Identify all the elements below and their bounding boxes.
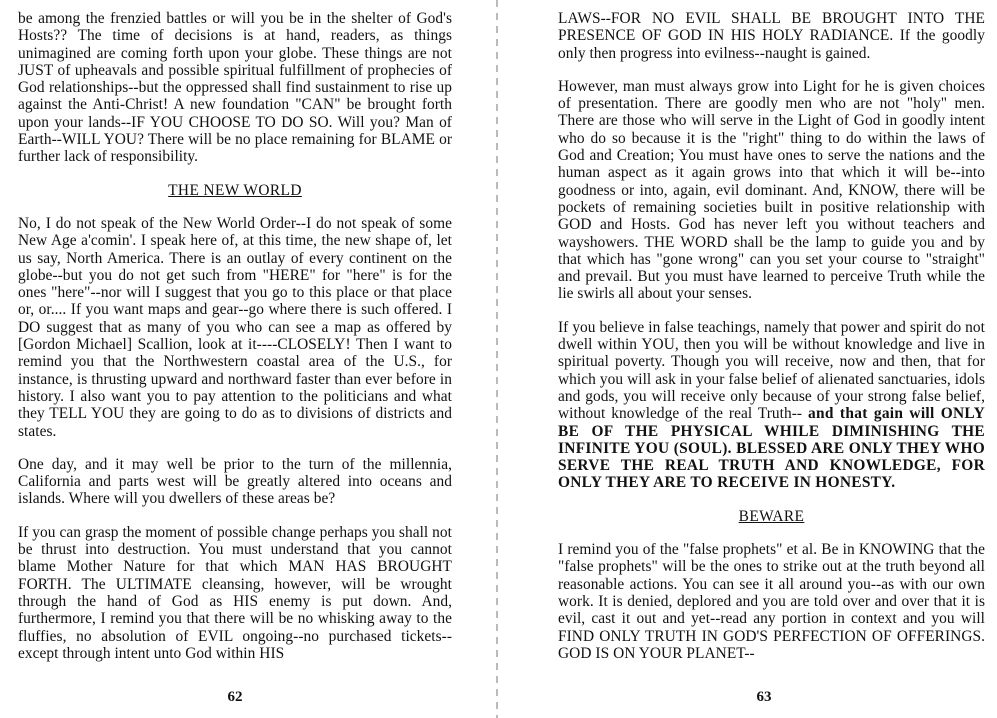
paragraph-gap <box>18 508 452 524</box>
paragraph-gap <box>18 199 452 215</box>
page-number: 63 <box>756 689 772 705</box>
right-paragraph-2: However, man must always grow into Light for he is given choices of presentation. There are goodly men who are not "holy" men. There are those who will serve in the Light of God in goodly intent who do so because it is the "right" thing to do within the laws of God and Creation; You must have ones to serve the nations and the human aspect as it again grows into that which it will be--into goodness or into, again, evil dominant. And, KNOW, there will be pockets of remaining societies built in positive relationship with GOD and Hosts. God has never left you without teachers and wayshowers. THE WORD shall be the lamp to guide you and by that which has "gone wrong" can you set your course to "straight" and prevail. But you must have learned to perceive Truth while the lie swirls all about your senses. <box>558 77 985 303</box>
paragraph-gap <box>558 62 985 78</box>
paragraph-gap <box>558 492 985 508</box>
left-paragraph-3: One day, and it may well be prior to the turn of the millennia, California and parts west will be greatly altered into oceans and islands. Where will you dwellers of these areas be? <box>18 455 452 508</box>
left-paragraph-2: No, I do not speak of the New World Order--I do not speak of some New Age a'comin'. I speak here of, at this time, the new shape of, let us say, North America. There is an outlay of every continent on the globe--but you do not get such from "HERE" for "here" is for the ones "here"--nor will I suggest that you go to this place or that place or, or.... If you want maps and gear--go where there is such offered. I DO suggest that as many of you who can see a map as offered by [Gordon Michael] Scallion, look at it----CLOSELY! Then I want to remind you that the Northwestern coastal area of the U.S., for instance, is thrusting upward and northward faster than ever before in history. I also want you to pay attention to the politicians and what they TELL YOU they are going to do as to divisions of districts and states. <box>18 214 452 440</box>
paragraph-gap <box>18 166 452 182</box>
left-paragraph-1: be among the frenzied battles or will you be in the shelter of God's Hosts?? The time of decisions is at hand, readers, as things unimagined are coming forth upon your globe. These things are not JUST of upheavals and possible spiritual fulfillment of prophecies of God relationships--but the oppressed shall find sustainment to rise up against the Anti-Christ! A new foundation "CAN" be brought forth upon your lands--IF YOU CHOOSE TO DO SO. Will you? Man of Earth--WILL YOU? There will be no place remaining for BLAME or further lack of responsibility. <box>18 10 452 166</box>
page-number: 62 <box>227 689 243 705</box>
section-heading-beware: BEWARE <box>738 507 805 525</box>
right-paragraph-3 <box>558 319 985 492</box>
paragraph-gap <box>558 303 985 319</box>
right-paragraph-1: LAWS--FOR NO EVIL SHALL BE BROUGHT INTO THE PRESENCE OF GOD IN HIS HOLY RADIANCE. If the goodly only then progress into evilness--naught is gained. <box>558 10 985 62</box>
paragraph-gap <box>18 440 452 456</box>
left-page <box>0 0 498 718</box>
right-paragraph-4: I remind you of the "false prophets" et al. Be in KNOWING that the "false prophets" will be the ones to strike out at the truth beyond all reasonable actions. You can see it all around you--as with our own work. It is denied, deplored and you are told over and over that it is evil, cast it out and yet--read any portion in context and you will FIND ONLY TRUTH IN GOD'S PERFECTION OF OFFERINGS. GOD IS ON YOUR PLANET-- <box>558 541 985 662</box>
right-paragraph-3-text: If you believe in false teachings, namely that power and spirit do not dwell within YOU, then you will be without knowledge and live in spiritual poverty. Though you will receive, now and then, that for which you will ask in your false belief of alienated sanctuaries, idols and gods, you will receive only because of your strong false belief, without knowledge of the real Truth-- <box>558 318 985 423</box>
right-paragraph-3-bold-text: and that gain will ONLY BE OF THE PHYSICAL WHILE DIMINISHING THE INFINITE YOU (SOUL). BLESSED ARE ONLY THEY WHO SERVE THE REAL TRUTH AND KNOWLEDGE, FOR ONLY THEY ARE TO RECEIVE IN HONESTY. <box>558 405 985 492</box>
section-heading-new-world: THE NEW WORLD <box>168 181 302 199</box>
paragraph-gap <box>558 525 985 541</box>
right-page <box>498 0 997 718</box>
left-paragraph-4: If you can grasp the moment of possible change perhaps you shall not be thrust into destruction. You must understand that you cannot blame Mother Nature for that which MAN HAS BROUGHT FORTH. The ULTIMATE cleansing, however, will be wrought through the hand of God as HIS enemy is put down. And, furthermore, I remind you that there will be no whisking away to the fluffies, no absolution of EVIL ongoing--no purchased tickets--except through intent unto God within HIS <box>18 523 452 662</box>
